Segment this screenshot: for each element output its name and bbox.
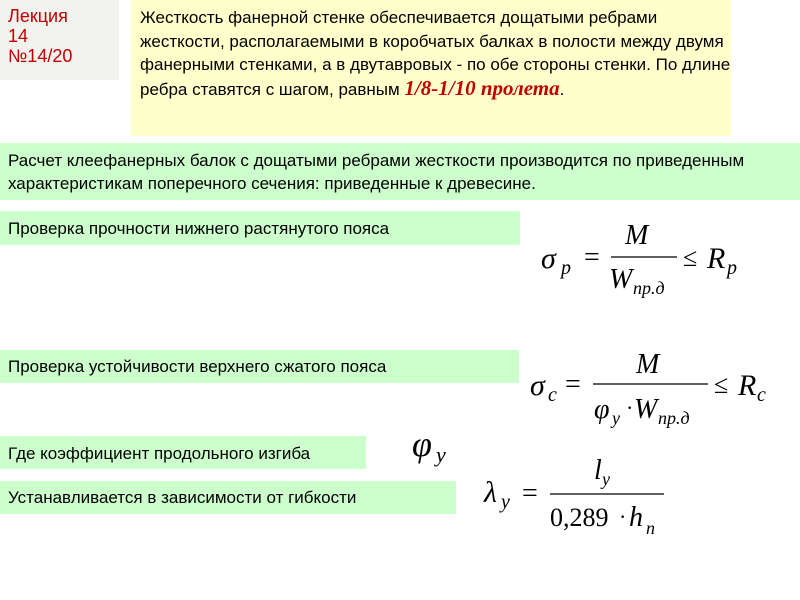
resistance-subscript: c — [757, 384, 766, 406]
phi-symbol: φ — [594, 394, 610, 425]
lambda-symbol: λ — [484, 476, 497, 509]
multiply-dot: · — [619, 504, 627, 529]
lecture-label: Лекция — [8, 6, 68, 26]
phi-subscript: y — [612, 408, 620, 428]
phi-coefficient-formula — [412, 420, 462, 470]
lambda-subscript: y — [501, 491, 510, 513]
compression-check-label: Проверка устойчивости верхнего сжатого пояса — [0, 350, 519, 383]
lecture-number: 14 — [8, 26, 29, 46]
equals-sign: = — [522, 478, 538, 509]
section-modulus-symbol: W — [609, 264, 633, 295]
slenderness-label: Устанавливается в зависимости от гибкости — [0, 481, 456, 514]
moment-symbol: M — [625, 220, 649, 251]
sigma-symbol: σ — [530, 369, 545, 402]
slide-number: №14/20 — [8, 46, 73, 66]
less-equal-sign: ≤ — [714, 370, 729, 399]
phi-symbol: φ — [412, 424, 432, 464]
sigma-symbol: σ — [541, 242, 556, 275]
height-symbol: h — [629, 502, 643, 533]
resistance-symbol: R — [738, 369, 757, 402]
intro-tail: . — [559, 79, 565, 99]
coefficient-value: 0,289 — [550, 503, 609, 532]
intro-text: Жесткость фанерной стенке обеспечивается дощатыми ребрами жесткости, располагаемыми в коробчатых балках в полости между двумя фанерными стенками, а в двутавровых - по обе стороны стенки. По длине ребра ставятся с шагом, равным — [140, 8, 731, 99]
section-modulus-symbol: W — [634, 394, 658, 425]
equals-sign: = — [584, 242, 600, 273]
intro-text-box — [131, 0, 731, 136]
calculation-note: Расчет клеефанерных балок с дощатыми ребрами жесткости производится по приведенным характеристикам поперечного сечения: приведенные к древесине. — [0, 143, 800, 200]
sigma-subscript: с — [548, 384, 557, 406]
length-symbol: l — [594, 455, 602, 486]
resistance-symbol: R — [707, 242, 726, 275]
rib-spacing-highlight: 1/8-1/10 пролета — [404, 75, 560, 100]
less-equal-sign: ≤ — [683, 243, 698, 272]
section-modulus-subscript: пр.д — [633, 278, 665, 298]
moment-symbol: M — [636, 349, 660, 380]
buckling-coefficient-label: Где коэффициент продольного изгиба — [0, 436, 366, 469]
compression-formula — [528, 343, 778, 433]
sigma-subscript: р — [561, 257, 571, 279]
tension-check-label: Проверка прочности нижнего растянутого пояса — [0, 211, 520, 245]
phi-subscript: y — [436, 442, 446, 467]
slenderness-formula — [482, 452, 672, 542]
height-subscript: n — [646, 518, 655, 538]
resistance-subscript: р — [727, 257, 737, 279]
multiply-dot: · — [626, 395, 634, 420]
length-subscript: y — [602, 469, 610, 489]
tension-formula — [535, 212, 765, 302]
equals-sign: = — [565, 369, 581, 400]
section-modulus-subscript: пр.д — [658, 408, 690, 428]
lecture-badge — [0, 0, 119, 80]
